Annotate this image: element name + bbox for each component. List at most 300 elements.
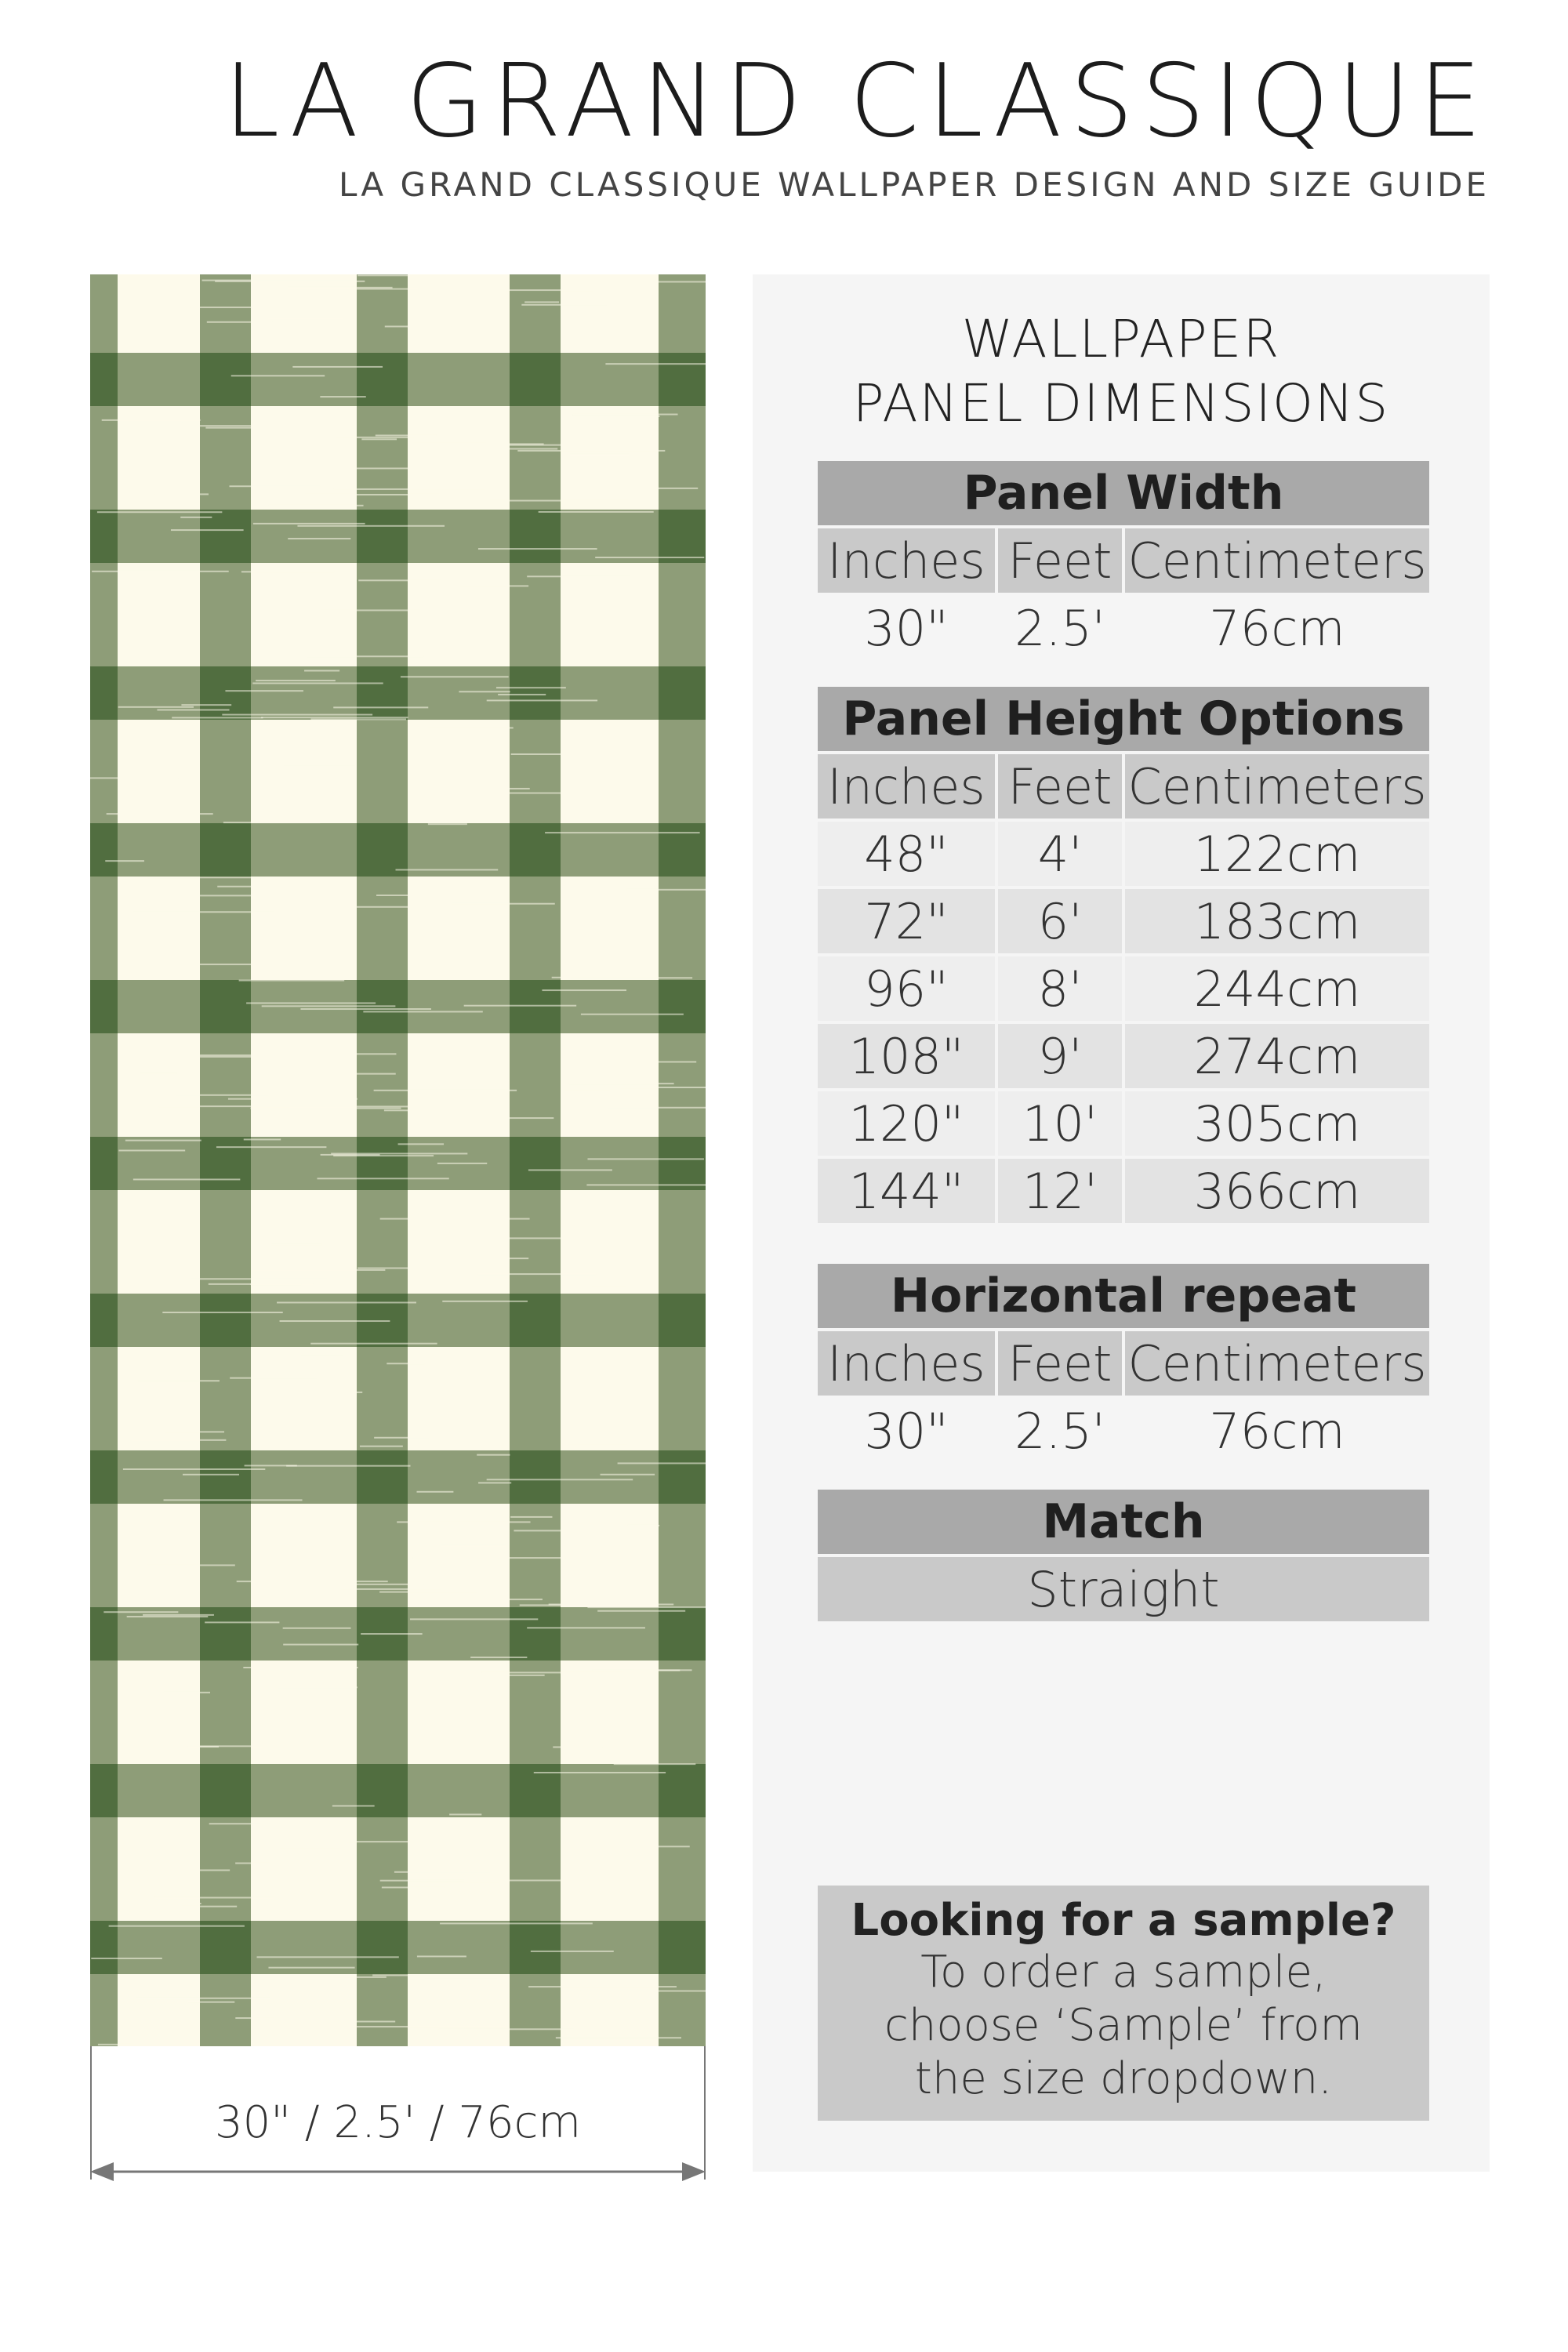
brush-streak [464,1005,577,1007]
brush-streak [569,1083,674,1084]
height-inches: 96" [818,956,995,1021]
sample-text-line1: To order a sample, [920,1947,1327,1998]
brush-streak [118,706,194,708]
brush-streak [90,777,178,779]
brush-streak [133,1178,240,1180]
brush-streak [223,822,321,823]
brush-streak [380,1218,530,1220]
stripe-intersection [200,1294,251,1347]
stripe-intersection [357,353,408,406]
brush-streak [401,676,509,677]
match-value: Straight [818,1557,1429,1621]
panel-title-line1: WALLPAPER [961,309,1281,369]
brush-streak [387,1363,424,1364]
brush-streak [235,2017,274,2019]
brush-streak [176,1094,268,1096]
brush-streak [250,1108,401,1109]
stripe-intersection [357,823,408,877]
brush-streak [487,699,597,701]
brush-streak [284,764,355,765]
stripe-intersection [510,823,561,877]
brush-streak [556,2037,681,2038]
dimensions-panel [753,274,1490,2172]
brush-streak [333,706,428,708]
match-table [818,1490,1429,1621]
brush-streak [611,1846,690,1847]
brush-streak [209,1823,259,1824]
brush-streak [288,287,393,289]
brush-streak [207,321,273,323]
brush-streak [257,1956,399,1958]
brush-streak [215,281,365,282]
brush-streak [260,487,346,488]
brush-streak [180,425,272,426]
stripe-intersection [659,980,706,1033]
stripe-intersection [90,980,118,1033]
stripe-intersection [357,1764,408,1817]
brush-streak [586,1184,706,1185]
brush-streak [229,485,320,487]
stripe-intersection [659,1607,706,1661]
match-heading: Match [818,1490,1429,1554]
width-feet: 2.5' [1014,599,1105,657]
brush-streak [496,687,566,688]
brush-streak [187,2002,234,2003]
table-row [818,956,1429,1021]
brush-streak [460,585,528,586]
brush-streak [310,1343,437,1345]
brush-streak [261,717,408,718]
brush-streak [188,1745,263,1747]
panel-title-line2: PANEL DIMENSIONS [852,373,1390,434]
brush-streak [348,1841,409,1842]
height-centimeters: 244cm [1125,956,1429,1021]
brush-streak [278,1686,358,1688]
brush-streak [191,964,305,965]
width-dimension-label: 30" / 2.5' / 76cm [214,2097,581,2148]
stripe-intersection [510,1450,561,1504]
height-feet: 8' [998,956,1122,1021]
brush-streak [449,1813,481,1815]
brush-streak [306,655,423,657]
brush-streak [283,1628,351,1629]
stripe-intersection [659,823,706,877]
brush-streak [103,1611,178,1613]
brush-streak [335,2020,395,2022]
stripe-intersection [200,666,251,720]
brush-streak [333,1155,434,1156]
brush-streak [222,714,372,716]
brush-streak [568,1444,628,1446]
brush-streak [191,1278,327,1279]
stripe-intersection [510,353,561,406]
brush-streak [478,548,597,550]
brush-streak [428,727,514,728]
brush-streak [118,1149,185,1151]
brush-streak [159,1105,290,1107]
brush-streak [292,366,383,368]
brush-streak [527,1627,645,1628]
stripe-intersection [200,1450,251,1504]
brush-streak [319,289,419,290]
brush-streak [241,571,334,572]
brand-header [223,43,1490,204]
brush-streak [410,1618,538,1620]
brush-streak [521,304,607,306]
stripe-intersection [510,980,561,1033]
brush-streak [183,1474,239,1475]
stripe-intersection [659,510,706,563]
brush-streak [279,1849,342,1850]
brush-streak [592,1284,626,1286]
brush-streak [353,467,436,469]
brush-streak [570,977,692,978]
brush-streak [441,1599,543,1600]
table-row [818,1159,1429,1223]
brush-streak [534,1772,666,1773]
brush-streak [416,1491,453,1493]
brush-streak [269,505,364,506]
height-inches: 108" [818,1024,995,1088]
horizontal-repeat-table [818,1264,1429,1466]
brush-streak [140,1073,177,1074]
brush-streak [340,1588,441,1590]
brush-streak [419,1882,499,1884]
brush-streak [477,1273,596,1275]
brush-streak [262,1005,396,1007]
stripe-intersection [357,1294,408,1347]
brush-streak [601,1474,655,1475]
brush-streak [143,1903,201,1904]
brush-streak [481,1671,622,1673]
brush-streak [545,832,700,833]
brush-streak [132,1054,285,1056]
brush-streak [440,1922,593,1924]
unit-centimeters: Centimeters [1125,1331,1429,1396]
brush-streak [353,2026,507,2027]
brush-streak [312,906,426,908]
table-row [818,889,1429,953]
brush-streak [263,1210,296,1211]
stripe-intersection [90,1294,118,1347]
brush-streak [380,1880,464,1882]
panel-height-table [818,687,1429,1226]
brush-streak [147,1869,230,1871]
brush-streak [374,1437,429,1439]
brush-streak [266,1559,301,1560]
stripe-intersection [90,1607,118,1661]
brush-streak [376,895,436,896]
brush-streak [478,1482,511,1483]
brush-streak [140,1056,295,1058]
brush-streak [191,307,259,308]
brush-streak [91,1958,162,1959]
brush-streak [492,448,557,449]
brush-streak [430,281,474,282]
brush-streak [310,718,406,720]
width-inches: 30" [864,599,949,657]
stripe-intersection [659,1921,706,1974]
brush-streak [275,1584,423,1585]
horizontal-repeat-value-row [818,1399,1429,1463]
brush-streak [565,1091,610,1092]
brush-streak [205,1621,279,1623]
brush-streak [524,301,559,303]
stripe-intersection [200,1137,251,1190]
brush-streak [92,571,229,572]
stripe-intersection [659,1137,706,1190]
brand-subtitle: LA GRAND CLASSIQUE WALLPAPER DESIGN AND SIZE GUIDE [339,165,1490,204]
repeat-centimeters: 76cm [1209,1402,1345,1460]
brush-streak [553,1746,602,1748]
brush-streak [225,690,303,691]
brush-streak [487,1479,633,1480]
panel-width-heading: Panel Width [818,461,1429,525]
brush-streak [575,1061,696,1062]
brush-streak [414,442,486,444]
brush-streak [231,375,325,376]
brush-streak [164,1499,303,1501]
brush-streak [379,1592,477,1593]
brush-streak [490,500,628,502]
unit-inches: Inches [818,1331,995,1396]
brush-streak [417,1955,466,1957]
unit-centimeters: Centimeters [1125,754,1429,818]
brush-streak [459,691,510,692]
stripe-intersection [659,353,706,406]
stripe-intersection [357,666,408,720]
brush-streak [320,609,420,611]
brush-streak [528,1169,612,1171]
stripe-intersection [510,666,561,720]
brush-streak [336,437,415,438]
brush-streak [250,1283,301,1285]
stripe-intersection [510,1607,561,1661]
brush-streak [320,396,365,397]
brush-streak [498,694,546,695]
stripe-intersection [90,1764,118,1817]
brush-streak [542,989,626,991]
height-centimeters: 366cm [1125,1159,1429,1223]
horizontal-repeat-unit-row [818,1331,1429,1396]
brush-streak [572,414,677,416]
repeat-feet: 2.5' [1014,1402,1105,1460]
height-inches: 72" [818,889,995,953]
brush-streak [385,325,452,327]
brush-streak [618,1462,706,1464]
brush-streak [424,1978,497,1980]
height-inches: 48" [818,822,995,886]
brush-streak [105,860,144,862]
brush-streak [358,274,446,276]
brush-streak [448,1258,529,1259]
brush-streak [626,889,706,891]
stripe-intersection [357,1921,408,1974]
stripe-intersection [200,980,251,1033]
brush-streak [437,1163,487,1164]
brush-streak [492,443,544,445]
stripe-intersection [510,510,561,563]
brush-streak [297,1053,396,1054]
brush-streak [372,1974,408,1976]
double-arrow-icon [90,2156,706,2187]
height-feet: 6' [998,889,1122,953]
brush-streak [127,1130,174,1131]
brush-streak [230,1377,317,1379]
width-dimension [90,2046,706,2180]
repeat-inches: 30" [864,1402,949,1460]
brush-streak [477,793,575,794]
brush-streak [332,1105,412,1107]
plaid-pattern [90,274,706,2046]
height-feet: 4' [998,822,1122,886]
wallpaper-pattern-swatch [90,274,706,2046]
brush-streak [332,1073,396,1075]
brush-streak [182,1906,237,1907]
brush-streak [428,823,467,825]
brush-streak [243,1667,358,1668]
brush-streak [109,1926,245,1927]
brush-streak [181,704,231,706]
unit-feet: Feet [998,754,1122,818]
brush-streak [527,575,630,577]
brush-streak [172,717,263,718]
panel-height-unit-row [818,754,1429,818]
horizontal-repeat-heading: Horizontal repeat [818,1264,1429,1328]
brush-streak [470,1657,527,1658]
brush-streak [143,1614,214,1616]
brush-streak [137,1380,220,1381]
brush-streak [597,1610,685,1612]
brush-streak [517,450,665,452]
brush-streak [430,788,530,789]
sample-info-box [818,1886,1429,2121]
brush-streak [598,416,659,417]
brush-streak [107,813,213,815]
brush-streak [164,1692,210,1693]
panel-title [753,307,1490,436]
brush-streak [587,1158,703,1160]
brush-streak [470,1880,610,1882]
brush-streak [360,1446,403,1447]
brush-streak [216,1146,326,1148]
brush-streak [488,1117,554,1119]
brush-streak [413,1557,565,1559]
brush-streak [129,588,180,590]
brush-streak [288,538,350,539]
brush-streak [452,2029,503,2031]
stripe-intersection [200,1921,251,1974]
brush-streak [154,493,209,495]
brush-streak [147,877,265,878]
brush-streak [358,579,441,581]
unit-feet: Feet [998,528,1122,593]
brush-streak [228,1098,358,1100]
brush-streak [304,670,339,671]
stripe-intersection [200,1764,251,1817]
width-centimeters: 76cm [1209,599,1345,657]
brush-streak [239,980,345,982]
brush-streak [258,431,343,433]
brush-streak [253,523,365,524]
brush-streak [549,1603,674,1605]
brush-streak [125,1140,201,1142]
brush-streak [358,1268,411,1269]
brush-streak [277,1301,416,1303]
panel-height-heading: Panel Height Options [818,687,1429,751]
stripe-intersection [90,510,118,563]
stripe-intersection [659,1450,706,1504]
sample-text-line3: the size dropdown. [914,2053,1333,2104]
height-centimeters: 122cm [1125,822,1429,886]
brush-streak [477,1454,510,1456]
stripe-intersection [90,1450,118,1504]
brush-streak [449,1403,505,1405]
height-feet: 9' [998,1024,1122,1088]
panel-width-table [818,461,1429,663]
unit-inches: Inches [818,528,995,593]
brush-streak [217,886,340,887]
brush-streak [605,363,706,365]
brush-streak [580,1990,641,1991]
brush-streak [634,1670,680,1671]
brush-streak [396,869,499,870]
brush-streak [154,1896,275,1898]
brush-streak [430,729,480,731]
brush-streak [304,494,439,495]
brush-streak [297,525,445,527]
brush-streak [374,1090,517,1091]
unit-centimeters: Centimeters [1125,528,1429,593]
brush-streak [271,1243,322,1245]
brush-streak [246,1002,376,1004]
brush-streak [284,433,325,434]
height-feet: 10' [998,1091,1122,1156]
brush-streak [398,1143,444,1145]
brush-streak [627,281,706,282]
unit-feet: Feet [998,1331,1122,1396]
stripe-intersection [200,353,251,406]
brush-streak [505,289,593,291]
brush-streak [147,1564,235,1566]
brush-streak [280,1320,390,1322]
panel-width-value-row [818,596,1429,660]
brush-streak [332,1805,375,1806]
table-row [818,1091,1429,1156]
brush-streak [165,1431,224,1432]
brush-streak [102,419,201,421]
brush-streak [136,1998,270,1999]
sample-heading: Looking for a sample? [851,1895,1396,1946]
height-centimeters: 305cm [1125,1091,1429,1156]
brush-streak [442,1301,528,1302]
brush-streak [301,1356,343,1357]
brush-streak [180,517,212,518]
brush-streak [244,1138,281,1140]
brush-streak [268,317,344,318]
brand-title: LA GRAND CLASSIQUE [223,43,1490,160]
brush-streak [461,1237,561,1239]
brush-streak [97,511,222,513]
brush-streak [256,680,336,681]
brush-streak [127,1616,209,1617]
brush-streak [595,557,704,558]
brush-streak [376,434,437,436]
brush-streak [587,1606,706,1608]
brush-streak [171,529,244,531]
brush-streak [384,1109,500,1111]
brush-streak [510,1516,552,1518]
